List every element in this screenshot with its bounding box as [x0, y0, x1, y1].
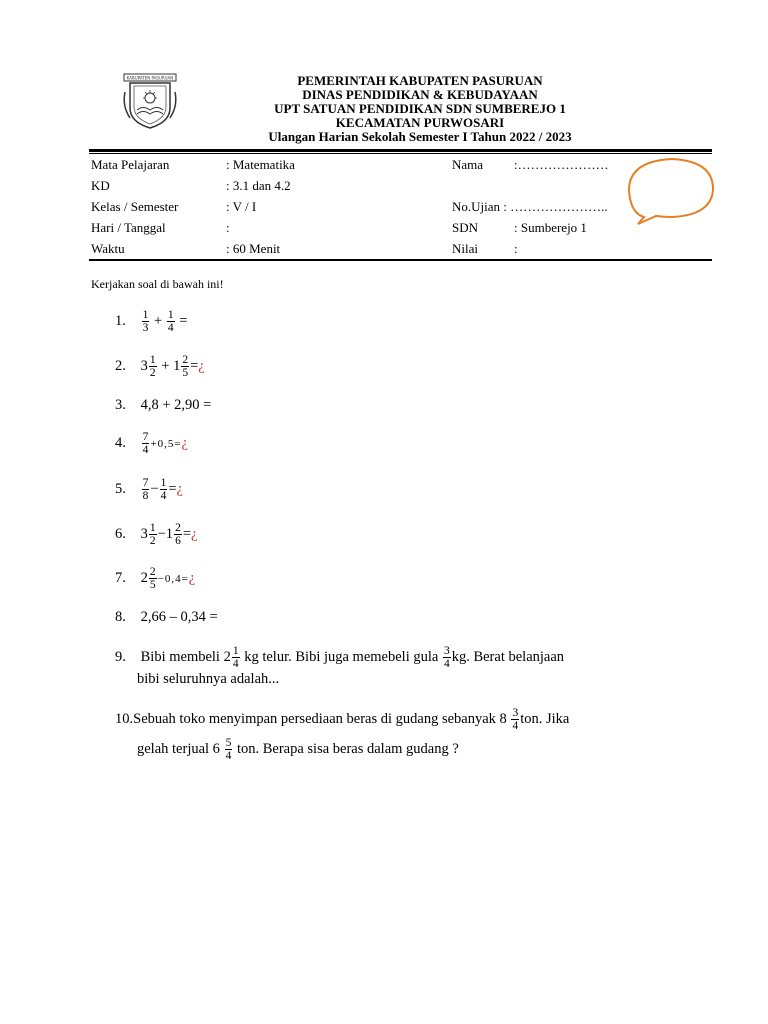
label-name: Nama — [452, 157, 484, 172]
question-text: 4,8 + 2,90 = — [140, 397, 212, 413]
value-subject: : Matematika — [226, 157, 295, 172]
fraction: $\frac{1}{4}$ — [232, 645, 239, 670]
value-date: : — [226, 220, 230, 235]
fraction: $\frac{2}{6}$ — [175, 522, 181, 547]
header-exam-title: Ulangan Harian Sekolah Semester I Tahun 2022 / 2023 — [268, 129, 572, 144]
header-department: DINAS PENDIDIKAN & KEBUDAYAAN — [302, 87, 538, 102]
value-name[interactable]: :………………… — [514, 157, 609, 172]
fraction: $\frac{1}{4}$ — [160, 477, 167, 502]
question-3 — [115, 396, 211, 414]
fraction: $\frac{5}{4}$ — [225, 737, 232, 762]
inverted-question-mark: ¿ — [198, 357, 205, 374]
value-score: : — [514, 241, 518, 256]
question-9-line-2: bibi seluruhnya adalah... — [137, 671, 280, 687]
fraction: $\frac{1}{3}$ — [142, 309, 149, 334]
question-number: 9. — [115, 648, 126, 665]
value-time: : 60 Menit — [226, 241, 281, 256]
inverted-question-mark: ¿ — [191, 525, 198, 542]
score-speech-bubble — [626, 155, 716, 225]
question-number: 6. — [115, 525, 126, 542]
question-1: 1. $\frac{1}{3}$ + $\frac{1}{4}$ = — [115, 309, 188, 334]
question-number: 7. — [115, 569, 126, 586]
question-number: 8. — [115, 609, 126, 625]
label-time: Waktu — [91, 241, 125, 256]
label-exam-number[interactable]: No.Ujian : ………………….. — [452, 199, 608, 214]
fraction: $\frac{3}{4}$ — [512, 707, 519, 732]
label-subject: Mata Pelajaran — [91, 157, 170, 172]
label-school: SDN — [452, 220, 479, 235]
question-number: 4. — [115, 434, 126, 451]
label-date: Hari / Tanggal — [91, 220, 166, 235]
instruction-text: Kerjakan soal di bawah ini! — [91, 277, 224, 291]
question-6: 6. 3 $\frac{1}{2}$ −1 $\frac{2}{6}$ =¿ — [115, 522, 198, 547]
value-kd: : 3.1 dan 4.2 — [226, 178, 291, 193]
fraction: $\frac{3}{4}$ — [443, 645, 450, 670]
value-class: : V / I — [226, 199, 257, 214]
inverted-question-mark: ¿ — [176, 480, 183, 497]
question-8 — [115, 608, 218, 626]
fraction: $\frac{1}{4}$ — [167, 309, 174, 334]
fraction: $\frac{2}{5}$ — [182, 354, 189, 379]
fraction: $\frac{7}{8}$ — [142, 477, 149, 502]
question-number: 1. — [115, 312, 126, 329]
question-number: 10. — [115, 710, 134, 727]
question-number: 5. — [115, 480, 126, 497]
fraction: $\frac{2}{5}$ — [149, 566, 156, 591]
label-score: Nilai — [452, 241, 478, 256]
header-rule-thick — [89, 149, 712, 152]
fraction: $\frac{1}{2}$ — [149, 354, 156, 379]
question-10-line-2: gelah terjual 6 $\frac{5}{4}$ ton. Berapa sisa beras dalam gudang ? — [137, 737, 459, 762]
question-9: 9. Bibi membeli 2 $\frac{1}{4}$ kg telur. Bibi juga memebeli gula $\frac{3}{4}$ kg. Berat belanjaan — [115, 645, 565, 670]
question-number: 2. — [115, 357, 126, 374]
header-government: PEMERINTAH KABUPATEN PASURUAN — [297, 73, 543, 88]
header-rule-thin — [89, 153, 712, 154]
header-district: KECAMATAN PURWOSARI — [335, 115, 505, 130]
label-class: Kelas / Semester — [91, 199, 179, 214]
label-kd: KD — [91, 178, 110, 193]
question-text: 2,66 – 0,34 = — [140, 609, 218, 625]
fraction: $\frac{7}{4}$ — [142, 431, 149, 456]
question-4: 4. $\frac{7}{4}$ +0,5=¿ — [115, 431, 188, 456]
question-2: 2. 3 $\frac{1}{2}$ + 1 $\frac{2}{5}$ =¿ — [115, 354, 205, 379]
question-number: 3. — [115, 397, 126, 413]
question-5: 5. $\frac{7}{8}$ − $\frac{1}{4}$ =¿ — [115, 477, 183, 502]
info-rule-bottom — [89, 259, 712, 261]
inverted-question-mark: ¿ — [181, 434, 188, 451]
question-10: 10.Sebuah toko menyimpan persediaan beras di gudang sebanyak 8 $\frac{3}{4}$ ton. Jika — [115, 707, 570, 732]
inverted-question-mark: ¿ — [188, 569, 196, 586]
svg-text:KABUPATEN PASURUAN: KABUPATEN PASURUAN — [126, 75, 174, 81]
question-7: 7. 2 $\frac{2}{5}$ −0,4=¿ — [115, 566, 196, 591]
fraction: $\frac{1}{2}$ — [149, 522, 156, 547]
header-school: UPT SATUAN PENDIDIKAN SDN SUMBEREJO 1 — [274, 101, 566, 116]
value-school: : Sumberejo 1 — [514, 220, 587, 235]
